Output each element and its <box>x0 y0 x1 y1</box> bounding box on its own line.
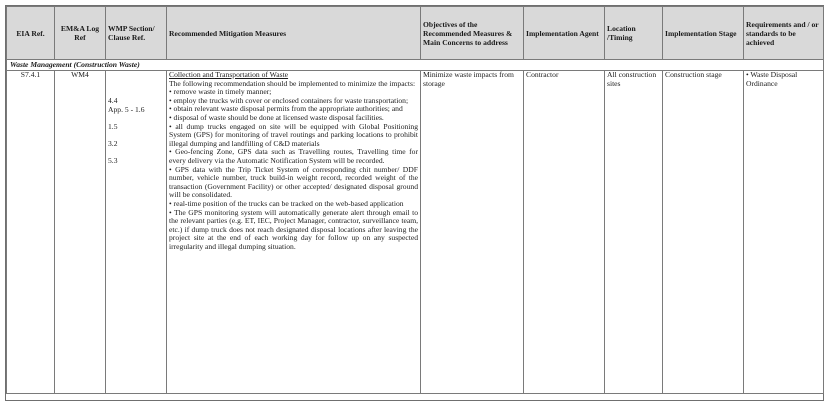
cell-ema-log-ref: WM4 <box>55 71 106 394</box>
measure-item: • obtain relevant waste disposal permits from the appropriate authorities; and <box>169 104 403 114</box>
measures-heading: Collection and Transportation of Waste <box>169 70 289 79</box>
header-ema-log-ref: EM&A Log Ref <box>55 7 106 60</box>
measure-item: • The GPS monitoring system will automatically generate alert through email to the relevant parties (e.g. ET, IEC, Project Manager, contractor, surveillance team, etc.) if dump truck does not reach designated disposal locations after leaving the project site at the end of each working day for follow up on any suspected irregularity and illegal dumping situation. <box>169 207 418 251</box>
cell-location-timing: All construction sites <box>605 71 663 394</box>
cell-implementation-agent: Contractor <box>524 71 605 394</box>
measure-item: • Geo-fencing Zone, GPS data such as Travelling routes, Travelling time for every delivery via the Automatic Notification System will be recorded. <box>169 147 418 165</box>
clause-ref: 3.2 <box>108 138 118 148</box>
header-requirements: Requirements and / or standards to be achieved <box>744 7 824 60</box>
measure-item: • remove waste in timely manner; <box>169 87 272 97</box>
section-title: Waste Management (Construction Waste) <box>7 60 824 71</box>
cell-requirements: • Waste Disposal Ordinance <box>744 71 824 394</box>
header-implementation-stage: Implementation Stage <box>663 7 744 60</box>
measures-intro: The following recommendation should be implemented to minimize the impacts: <box>169 78 416 88</box>
measure-item: • all dump trucks engaged on site will be equipped with Global Positioning System (GPS) for monitoring of travel routings and parking locations to prohibit illegal dumping and landfilling of C&D materials <box>169 121 418 148</box>
cell-mitigation-measures <box>167 71 421 394</box>
table-row <box>7 71 824 394</box>
clause-ref: 1.5 <box>108 121 118 131</box>
clause-ref: App. 5 - 1.6 <box>108 104 145 114</box>
measure-item: • real-time position of the trucks can be tracked on the web-based application <box>169 198 404 208</box>
cell-wmp-clauses <box>106 71 167 394</box>
measure-item: • disposal of waste should be done at licensed waste disposal facilities. <box>169 112 384 122</box>
cell-implementation-stage: Construction stage <box>663 71 744 394</box>
clause-ref: 5.3 <box>108 156 118 166</box>
header-objectives: Objectives of the Recommended Measures & Main Concerns to address <box>421 7 524 60</box>
measure-item: • GPS data with the Trip Ticket System of corresponding chit number/ DDF number, vehicle number, truck build-in weight record, recorded weight of the transaction (Government Facility) or other accepted/ designated disposal ground will be consolidated. <box>169 164 418 200</box>
header-wmp-section: WMP Section/ Clause Ref. <box>106 7 167 60</box>
header-eia-ref: EIA Ref. <box>7 7 55 60</box>
header-implementation-agent: Implementation Agent <box>524 7 605 60</box>
cell-objectives: Minimize waste impacts from storage <box>421 71 524 394</box>
section-row <box>7 60 824 71</box>
cell-eia-ref: S7.4.1 <box>7 71 55 394</box>
header-location-timing: Location /Timing <box>605 7 663 60</box>
measure-item: • employ the trucks with cover or enclosed containers for waste transportation; <box>169 95 409 105</box>
clause-ref: 4.4 <box>108 96 118 105</box>
mitigation-table-frame <box>5 5 824 401</box>
mitigation-table <box>6 6 824 394</box>
header-row <box>7 7 824 60</box>
header-mitigation-measures: Recommended Mitigation Measures <box>167 7 421 60</box>
